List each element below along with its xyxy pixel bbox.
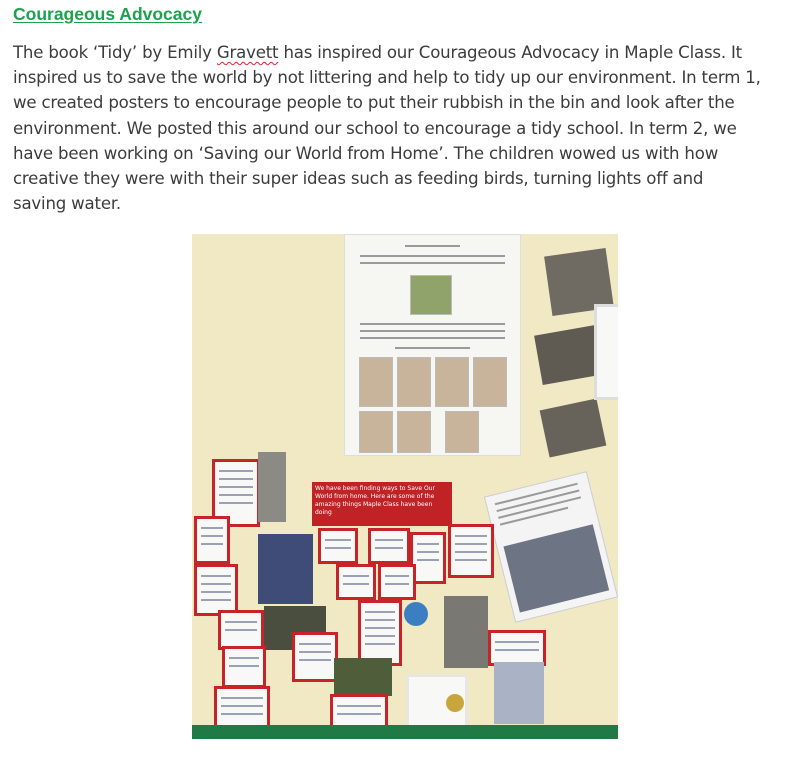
paper-note <box>594 304 618 400</box>
paragraph-line-4: environment. We posted this around our school to encourage a tidy school. In term 2, we <box>13 118 737 138</box>
spellcheck-word: Gravett <box>216 43 279 62</box>
paragraph-line-2: inspired us to save the world by not littering and help to tidy up our environment. In term 1, <box>13 68 761 88</box>
body-paragraph <box>13 40 803 216</box>
display-banner: We have been finding ways to Save Our World from home. Here are some of the amazing things Maple Class have been doing <box>312 482 452 526</box>
floor-trim <box>192 725 618 739</box>
display-board-photo <box>192 234 618 739</box>
coin-drawing <box>446 694 464 712</box>
paragraph-line-1: The book ‘Tidy’ by Emily Gravett has inspired our Courageous Advocacy in Maple Class. It <box>13 43 742 62</box>
paragraph-line-3: we created posters to encourage people to put their rubbish in the bin and look after the <box>13 93 735 113</box>
earth-drawing <box>404 602 428 626</box>
tidy-poster <box>344 234 521 456</box>
paragraph-line-6: creative they were with their super ideas such as feeding birds, turning lights off and <box>13 169 704 189</box>
class-photo <box>540 398 607 457</box>
section-heading[interactable]: Courageous Advocacy <box>13 4 202 24</box>
group-photo-frame <box>484 471 618 623</box>
paragraph-line-5: have been working on ‘Saving our World from Home’. The children wowed us with how <box>13 143 719 163</box>
paragraph-line-7: saving water. <box>13 194 121 214</box>
